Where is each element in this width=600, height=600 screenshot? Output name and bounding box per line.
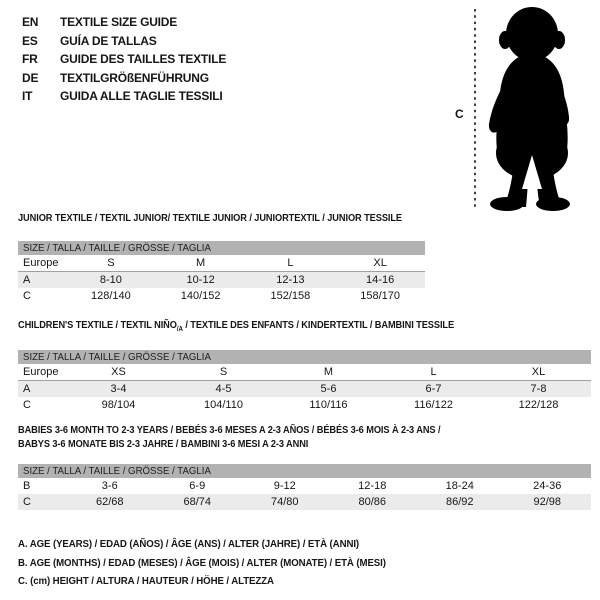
size-header-row	[18, 350, 591, 364]
lang-label: TEXTILGRÖßENFÜHRUNG	[60, 70, 209, 85]
table-row-height	[18, 397, 591, 413]
size-cell: M	[196, 256, 206, 269]
children-size-table	[18, 350, 591, 413]
table-row-height	[18, 494, 591, 510]
lang-row-it	[22, 87, 226, 106]
table-row-age-months	[18, 478, 591, 494]
size-cell: XS	[111, 365, 126, 378]
lang-row-de	[22, 69, 226, 88]
babies-title-line2: BABYS 3-6 MONATE BIS 2-3 JAHRE / BAMBINI 3-6 MESI A 2-3 ANNI	[18, 437, 309, 450]
value-cell: 8-10	[99, 273, 122, 286]
value-cell: 12-13	[276, 273, 305, 286]
junior-section-title: JUNIOR TEXTILE / TEXTIL JUNIOR/ TEXTILE JUNIOR / JUNIORTEXTIL / JUNIOR TESSILE	[18, 212, 403, 224]
row-label: C	[23, 289, 31, 302]
row-label: C	[23, 398, 31, 411]
toddler-silhouette-icon	[450, 3, 582, 215]
toddler-silhouette	[489, 7, 570, 211]
value-cell: 9-12	[273, 480, 296, 492]
lang-label: TEXTILE SIZE GUIDE	[60, 15, 178, 30]
value-cell: 5-6	[320, 382, 337, 395]
size-header-text: SIZE / TALLA / TAILLE / GRÖSSE / TAGLIA	[23, 241, 211, 254]
size-header-text: SIZE / TALLA / TAILLE / GRÖSSE / TAGLIA	[23, 350, 211, 363]
size-cell: M	[323, 365, 334, 378]
value-cell: 18-24	[445, 480, 474, 492]
row-label: Europe	[23, 365, 59, 378]
value-cell: 6-9	[189, 480, 206, 492]
size-header-row	[18, 241, 425, 255]
legend-line-c: C. (cm) HEIGHT / ALTURA / HAUTEUR / HÖHE / ALTEZZA	[18, 575, 274, 587]
value-cell: 62/68	[95, 496, 124, 508]
value-cell: 3-6	[101, 480, 118, 492]
size-header-row	[18, 464, 591, 478]
table-row-age	[18, 272, 425, 288]
value-cell: 6-7	[425, 382, 442, 395]
babies-section-title	[18, 424, 591, 451]
height-marker-label: C	[455, 107, 464, 121]
row-label: A	[23, 382, 31, 395]
value-cell: 128/140	[90, 289, 131, 302]
table-row-age	[18, 381, 591, 397]
value-cell: 68/74	[183, 496, 212, 508]
junior-textile-section	[18, 212, 425, 304]
babies-textile-section	[18, 424, 591, 510]
title-pre: CHILDREN'S TEXTILE / TEXTIL NIÑO	[18, 319, 177, 331]
value-cell: 14-16	[366, 273, 395, 286]
value-cell: 92/98	[533, 496, 562, 508]
babies-size-table	[18, 464, 591, 510]
lang-code: ES	[22, 33, 38, 48]
size-cell: L	[430, 365, 437, 378]
value-cell: 3-4	[110, 382, 127, 395]
value-cell: 10-12	[186, 273, 215, 286]
value-cell: 24-36	[533, 480, 562, 492]
value-cell: 80/86	[358, 496, 387, 508]
lang-row-en	[22, 13, 226, 32]
value-cell: 152/158	[270, 289, 311, 302]
value-cell: 98/104	[101, 398, 136, 411]
value-cell: 140/152	[180, 289, 221, 302]
lang-code: FR	[22, 52, 38, 67]
legend-line-a: A. AGE (YEARS) / EDAD (AÑOS) / ÂGE (ANS) / ALTER (JAHRE) / ETÀ (ANNI)	[18, 538, 360, 550]
lang-row-fr	[22, 50, 226, 69]
size-cell: XL	[531, 365, 546, 378]
children-section-title	[18, 319, 522, 337]
lang-label: GUÍA DE TALLAS	[60, 33, 157, 48]
lang-label: GUIDA ALLE TAGLIE TESSILI	[60, 89, 223, 104]
legend-line-b: B. AGE (MONTHS) / EDAD (MESES) / ÂGE (MOIS) / ALTER (MONATE) / ETÀ (MESI)	[18, 556, 386, 569]
row-label: Europe	[23, 256, 59, 269]
row-label: A	[23, 273, 31, 286]
language-title-list	[22, 13, 226, 106]
value-cell: 86/92	[445, 496, 474, 508]
title-post: / TEXTILE DES ENFANTS / KINDERTEXTIL / BAMBINI TESSILE	[182, 319, 455, 331]
row-label: C	[23, 496, 31, 508]
height-figure	[450, 3, 582, 215]
junior-size-table	[18, 241, 425, 304]
value-cell: 7-8	[530, 382, 547, 395]
value-cell: 12-18	[358, 480, 387, 492]
lang-row-es	[22, 32, 226, 51]
value-cell: 122/128	[518, 398, 559, 411]
size-cell: S	[107, 256, 115, 269]
size-cell: L	[287, 256, 294, 269]
babies-title-line1: BABIES 3-6 MONTH TO 2-3 YEARS / BEBÉS 3-6 MESES A 2-3 AÑOS / BÉBÉS 3-6 MOIS À 2-3 ANS /	[18, 424, 441, 436]
value-cell: 74/80	[270, 496, 299, 508]
value-cell: 158/170	[360, 289, 400, 302]
lang-code: EN	[22, 15, 39, 30]
size-cell: XL	[373, 256, 387, 269]
table-row-europe	[18, 255, 425, 272]
lang-code: DE	[22, 70, 39, 85]
children-textile-section	[18, 319, 591, 413]
value-cell: 116/122	[414, 398, 453, 411]
table-row-europe	[18, 364, 591, 381]
value-cell: 110/116	[309, 398, 348, 411]
value-cell: 4-5	[215, 382, 232, 395]
legend	[18, 535, 418, 591]
value-cell: 104/110	[204, 398, 243, 411]
size-header-text: SIZE / TALLA / TAILLE / GRÖSSE / TAGLIA	[23, 465, 211, 477]
title-subscript: /A	[176, 326, 183, 334]
size-cell: S	[219, 365, 228, 378]
lang-label: GUIDE DES TAILLES TEXTILE	[60, 52, 227, 67]
row-label: B	[23, 480, 31, 492]
table-row-height	[18, 288, 425, 304]
lang-code: IT	[22, 89, 33, 104]
